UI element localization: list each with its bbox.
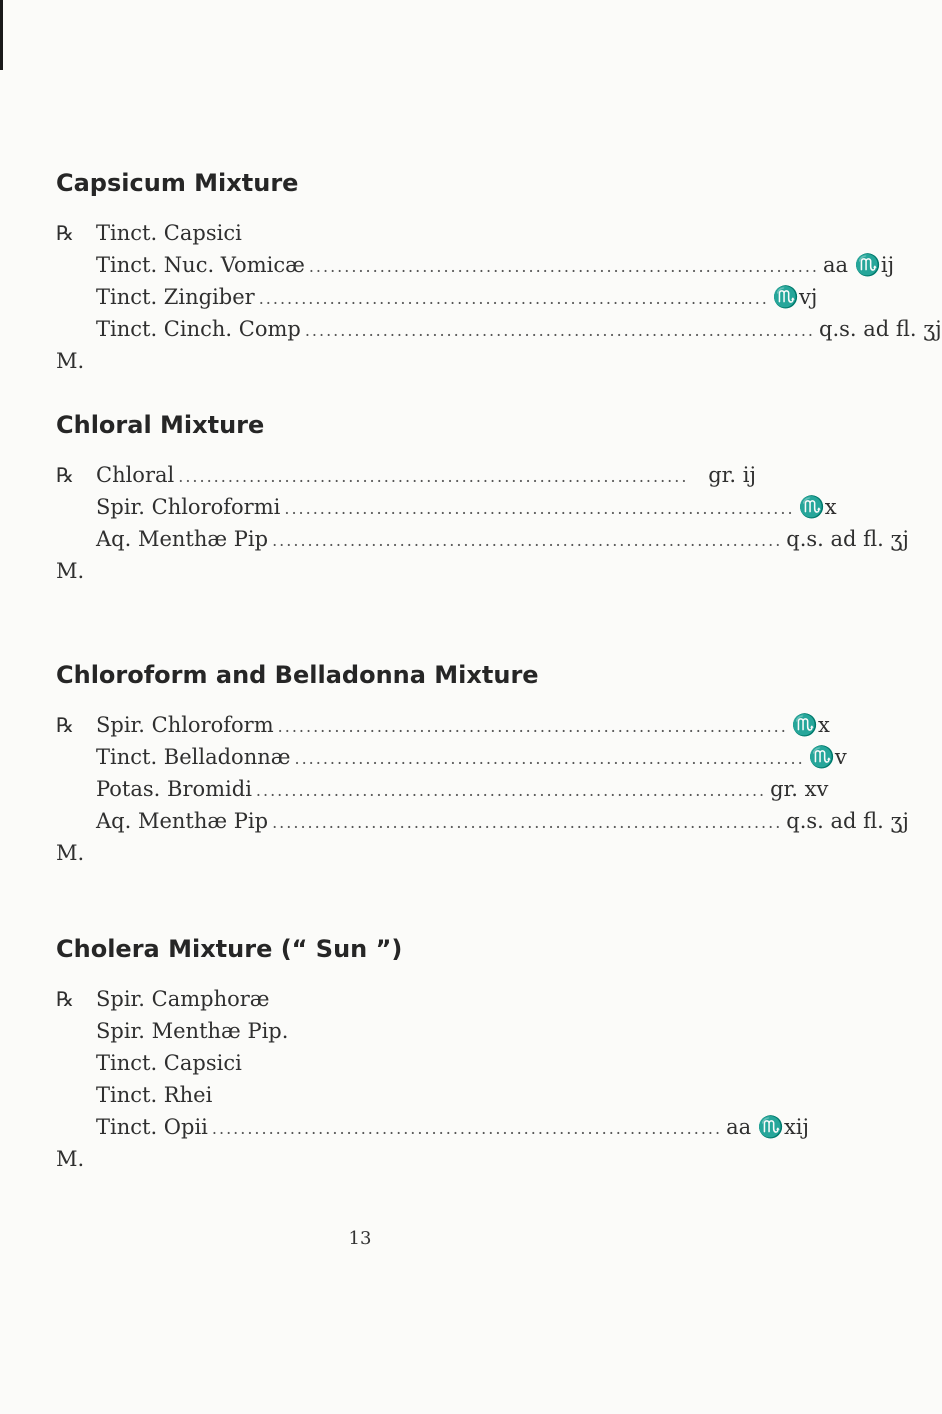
ingredient-name: Spir. Camphoræ — [96, 987, 270, 1011]
ingredient-name: Tinct. Nuc. Vomicæ — [96, 253, 305, 277]
ingredient-line: Tinct. Cinch. Comp ........................................................................ q.s. ad fl. ʒj — [56, 313, 756, 345]
recipe-heading: Chloroform and Belladonna Mixture — [56, 661, 539, 689]
ingredient-dose: aa ♏xij — [726, 1115, 810, 1139]
ingredient-name: Aq. Menthæ Pip — [96, 527, 269, 551]
recipe-heading: Capsicum Mixture — [56, 169, 299, 197]
ingredient-name: Spir. Chloroform — [96, 713, 274, 737]
ingredient-line: Potas. Bromidi ........................................................................ gr. xv — [56, 773, 756, 805]
recipe-chloroform-belladonna-mixture — [56, 655, 909, 869]
ingredient-line: Tinct. Opii ........................................................................ aa ♏xij — [56, 1111, 756, 1143]
rx-symbol: ℞ — [56, 221, 74, 245]
ingredient-name: Spir. Menthæ Pip. — [96, 1019, 289, 1043]
ingredient-line: Tinct. Belladonnæ ........................................................................ ♏v — [56, 741, 756, 773]
recipe-capsicum-mixture — [56, 163, 942, 377]
misce-mark: M. — [56, 1147, 85, 1171]
ingredient-name: Spir. Chloroformi — [96, 495, 281, 519]
misce-mark: M. — [56, 559, 85, 583]
ingredient-dose: aa ♏ij — [823, 253, 895, 277]
recipe-cholera-mixture — [56, 929, 810, 1175]
ingredient-line: Aq. Menthæ Pip ........................................................................ q.s. ad fl. ʒj — [56, 805, 756, 837]
ingredient-line — [56, 1079, 756, 1111]
misce-mark: M. — [56, 349, 85, 373]
ingredient-name: Tinct. Cinch. Comp — [96, 317, 301, 341]
recipe-heading: Chloral Mixture — [56, 411, 265, 439]
ingredient-name: Tinct. Rhei — [96, 1083, 213, 1107]
recipe-chloral-mixture — [56, 405, 909, 587]
ingredient-line — [56, 217, 756, 249]
ingredient-dose: ♏x — [798, 495, 837, 519]
ingredient-name: Tinct. Belladonnæ — [96, 745, 291, 769]
rx-symbol: ℞ — [56, 713, 74, 737]
ingredient-line: Tinct. Zingiber ........................................................................ ♏vj — [56, 281, 756, 313]
ingredient-dose: q.s. ad fl. ʒj — [786, 527, 909, 551]
ingredient-line: Tinct. Nuc. Vomicæ ........................................................................ aa ♏ij — [56, 249, 756, 281]
ingredient-line: Aq. Menthæ Pip ........................................................................ q.s. ad fl. ʒj — [56, 523, 756, 555]
ingredient-name: Aq. Menthæ Pip — [96, 809, 269, 833]
ingredient-line — [56, 983, 756, 1015]
ingredient-name: Tinct. Capsici — [96, 221, 242, 245]
page-number: 13 — [348, 1228, 372, 1249]
ingredient-line: Spir. Chloroformi ........................................................................ ♏x — [56, 491, 756, 523]
ingredient-line — [56, 1015, 756, 1047]
ingredient-dose: ♏v — [808, 745, 847, 769]
ingredient-dose: ♏x — [791, 713, 830, 737]
ingredient-name: Tinct. Capsici — [96, 1051, 242, 1075]
ingredient-dose: q.s. ad fl. ʒj — [819, 317, 942, 341]
rx-symbol: ℞ — [56, 463, 74, 487]
ingredient-name: Chloral — [96, 463, 175, 487]
ingredient-dose: gr. xv — [770, 777, 829, 801]
recipe-heading: Cholera Mixture (“ Sun ”) — [56, 935, 403, 963]
ingredient-line: ℞ Spir. Chloroform ........................................................................ ♏x — [56, 709, 756, 741]
ingredient-name: Tinct. Opii — [96, 1115, 208, 1139]
misce-mark: M. — [56, 841, 85, 865]
ingredient-dose: ♏vj — [772, 285, 818, 309]
ingredient-line — [56, 1047, 756, 1079]
rx-symbol: ℞ — [56, 987, 74, 1011]
ingredient-dose: q.s. ad fl. ʒj — [786, 809, 909, 833]
ingredient-line: ℞ Chloral ........................................................................ gr. ij — [56, 459, 756, 491]
ingredient-name: Potas. Bromidi — [96, 777, 252, 801]
ingredient-dose: gr. ij — [708, 463, 756, 487]
ingredient-name: Tinct. Zingiber — [96, 285, 255, 309]
